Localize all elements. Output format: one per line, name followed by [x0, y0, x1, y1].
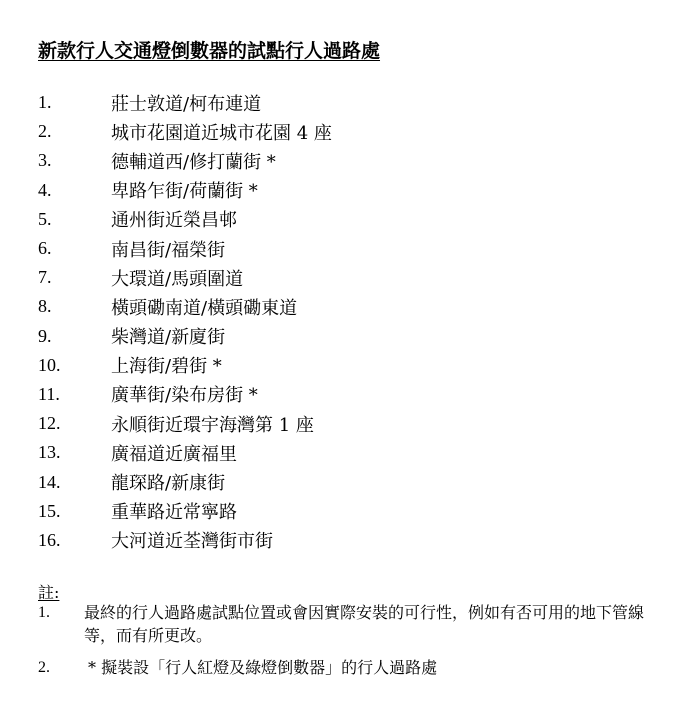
- list-item-text: 橫頭磡南道/橫頭磡東道: [111, 297, 298, 319]
- list-item: [38, 292, 332, 321]
- list-item-text: 大河道近荃灣街市街: [111, 531, 273, 553]
- list-item: [38, 263, 332, 292]
- list-item: [38, 380, 332, 409]
- list-item: [38, 117, 332, 146]
- list-item-text: 通州街近榮昌邨: [111, 210, 237, 232]
- list-item: [38, 467, 332, 496]
- list-item-number: 9.: [38, 325, 52, 346]
- note-number: 1.: [38, 604, 50, 621]
- list-item-number: 8.: [38, 296, 52, 317]
- list-item-number: 1.: [38, 92, 52, 113]
- list-item-number: 16.: [38, 529, 61, 550]
- list-item-text: 永順街近環宇海灣第 1 座: [111, 414, 314, 436]
- list-item-number: 5.: [38, 208, 52, 229]
- list-item-text: 廣福道近廣福里: [111, 443, 237, 465]
- list-item-text: 廣華街/染布房街 *: [111, 385, 258, 407]
- list-item-text: 龍琛路/新康街: [111, 473, 226, 495]
- list-item-text: 重華路近常寧路: [111, 502, 237, 524]
- document-title: 新款行人交通燈倒數器的試點行人過路處: [38, 40, 381, 62]
- list-item: [38, 234, 332, 263]
- list-item-text: 柴灣道/新廈街: [111, 327, 226, 349]
- list-item: [38, 205, 332, 234]
- notes-heading: 註:: [38, 583, 60, 602]
- list-item-number: 2.: [38, 121, 52, 142]
- list-item-number: 10.: [38, 354, 61, 375]
- list-item: [38, 176, 332, 205]
- list-item-text: 上海街/碧街 *: [111, 356, 222, 378]
- list-item: [38, 438, 332, 467]
- note-text: 最終的行人過路處試點位置或會因實際安裝的可行性，例如有否可用的地下管線等，而有所更改。: [84, 603, 645, 645]
- list-item: [38, 322, 332, 351]
- list-item-number: 3.: [38, 150, 52, 171]
- list-item-text: 卑路乍街/荷蘭街 *: [111, 181, 258, 203]
- list-item-text: 大環道/馬頭圍道: [111, 268, 244, 290]
- list-item-number: 4.: [38, 179, 52, 200]
- list-item-number: 11.: [38, 383, 60, 404]
- list-item: [38, 497, 332, 526]
- list-item-number: 6.: [38, 238, 52, 259]
- list-item-number: 13.: [38, 442, 61, 463]
- list-item-text: 南昌街/福榮街: [111, 239, 226, 261]
- list-item: [38, 351, 332, 380]
- note-item: [38, 656, 678, 679]
- list-item-number: 14.: [38, 471, 61, 492]
- list-item: [38, 526, 332, 555]
- list-item-number: 15.: [38, 500, 61, 521]
- list-item: [38, 88, 332, 117]
- list-item: [38, 409, 332, 438]
- list-item-text: 城市花園道近城市花園 4 座: [111, 122, 332, 144]
- note-text: * 擬裝設「行人紅燈及綠燈倒數器」的行人過路處: [88, 658, 438, 677]
- list-item-text: 莊士敦道/柯布連道: [111, 93, 262, 115]
- note-number: 2.: [38, 659, 50, 676]
- list-item-number: 7.: [38, 267, 52, 288]
- list-item-number: 12.: [38, 413, 61, 434]
- list-item-text: 德輔道西/修打蘭街 *: [111, 151, 276, 173]
- note-item: [38, 601, 674, 647]
- list-item: [38, 146, 332, 175]
- crossing-location-list: [38, 88, 332, 555]
